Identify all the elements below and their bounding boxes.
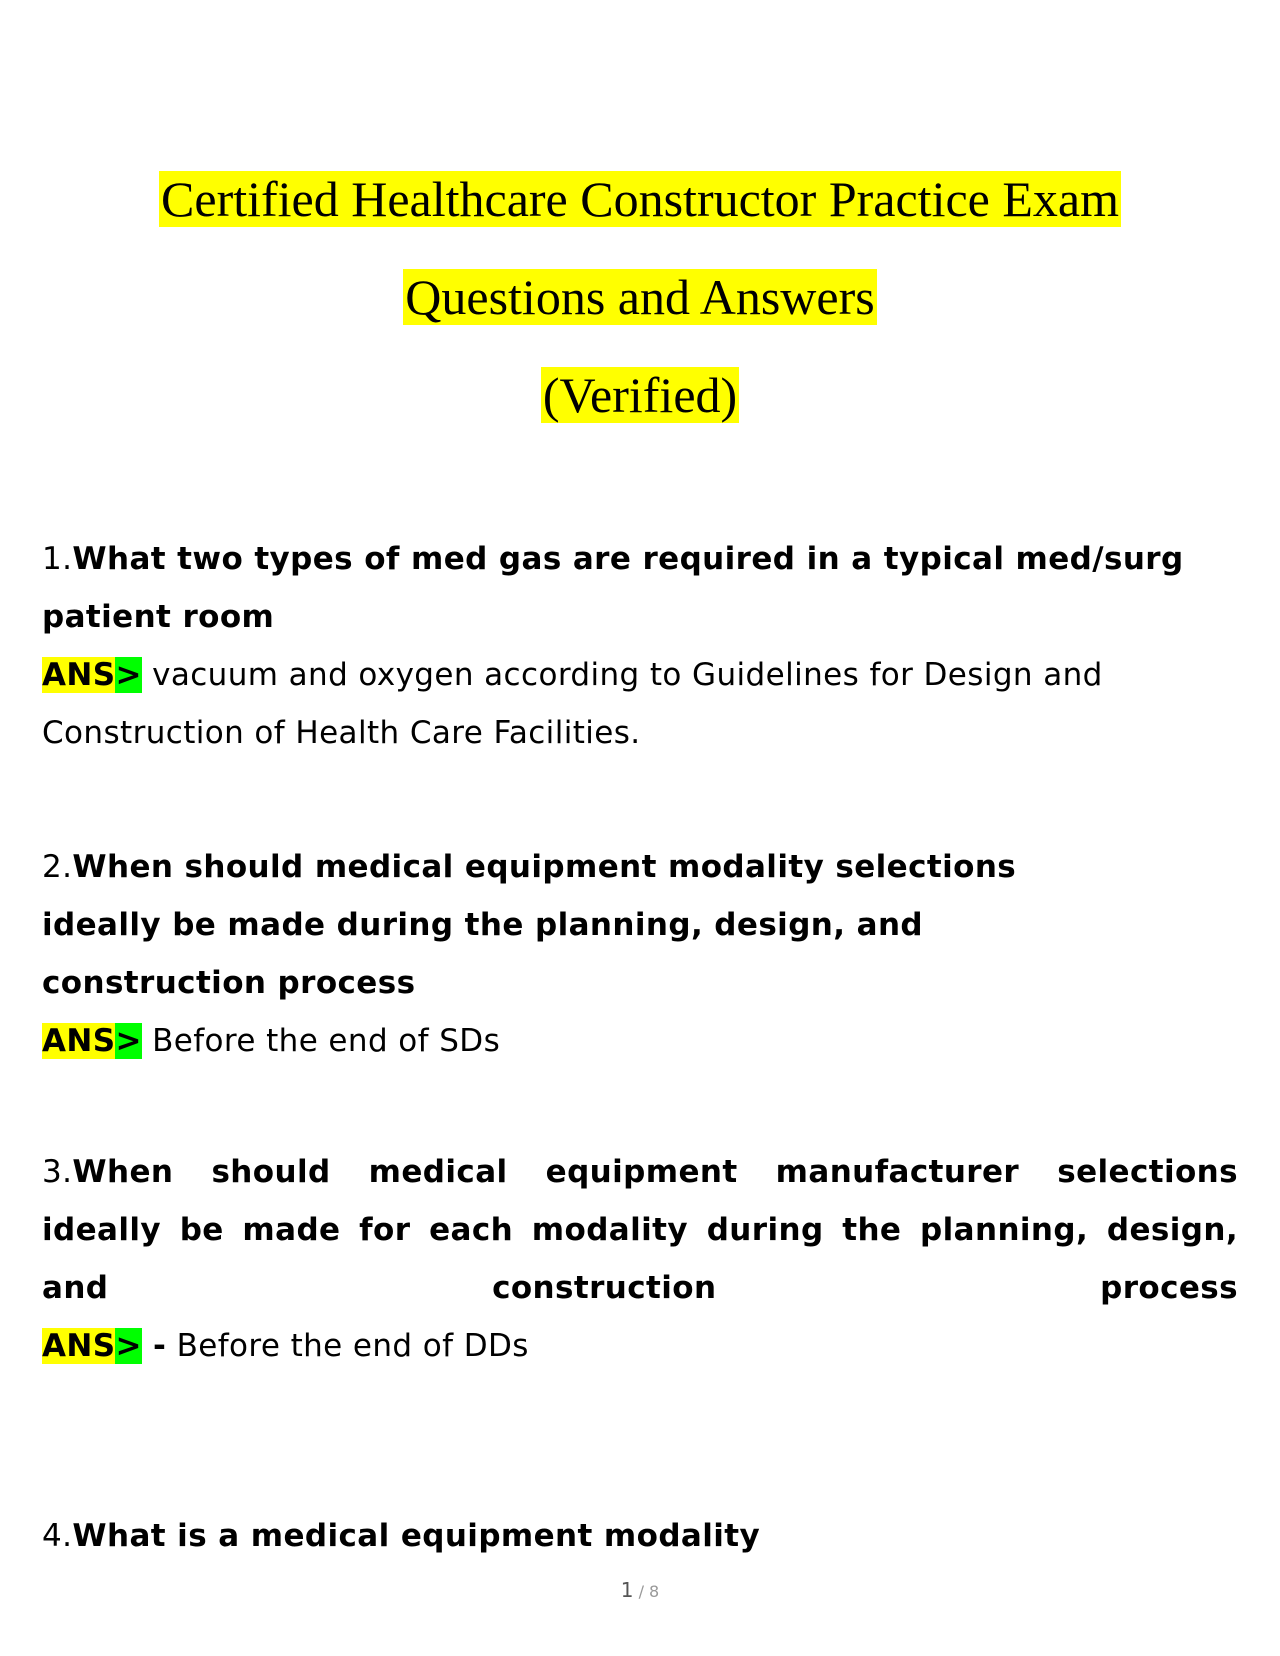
question-text: and construction process bbox=[42, 1270, 1238, 1306]
answer-label: ANS bbox=[42, 1023, 116, 1059]
answer-arrow: > bbox=[115, 1023, 142, 1059]
question-number: 1. bbox=[42, 541, 73, 577]
answer-line bbox=[42, 1012, 1042, 1070]
answer-line bbox=[42, 1317, 1238, 1375]
question-block-3 bbox=[42, 1143, 1238, 1375]
document-title-line-3: (Verified) bbox=[542, 367, 738, 423]
answer-text: Before the end of SDs bbox=[141, 1023, 501, 1059]
question-number: 2. bbox=[42, 849, 73, 885]
answer-arrow: > bbox=[115, 1328, 142, 1364]
question-text: When should medical equipment manufacturer selections bbox=[72, 1154, 1238, 1190]
answer-dash: - bbox=[141, 1328, 167, 1364]
document-title-line-2: Questions and Answers bbox=[405, 269, 875, 325]
answer-text: Before the end of DDs bbox=[166, 1328, 529, 1364]
document-title-line-1: Certified Healthcare Constructor Practice Exam bbox=[161, 171, 1119, 227]
answer-line bbox=[42, 646, 1238, 762]
question-text: What is a medical equipment modality bbox=[72, 1518, 761, 1554]
answer-text: vacuum and oxygen according to Guidelines for Design and Construction of Health Care Facilities. bbox=[42, 657, 1103, 751]
question-text: What two types of med gas are required in a typical med/surg patient room bbox=[42, 541, 1184, 635]
question-block-4 bbox=[42, 1507, 1238, 1565]
answer-label: ANS bbox=[42, 1328, 116, 1364]
page-total: / 8 bbox=[633, 1582, 660, 1601]
question-text: When should medical equipment modality selections ideally be made during the planning, design, and construction process bbox=[42, 849, 1017, 1001]
question-block-2 bbox=[42, 838, 1042, 1070]
question-number: 4. bbox=[42, 1518, 73, 1554]
page-current: 1 bbox=[620, 1578, 634, 1602]
question-block-1 bbox=[42, 530, 1238, 762]
question-number: 3. bbox=[42, 1154, 73, 1190]
question-line bbox=[42, 1143, 1238, 1201]
question-text: ideally be made for each modality during the planning, design, bbox=[42, 1212, 1238, 1248]
page-indicator bbox=[0, 1578, 1280, 1602]
answer-arrow: > bbox=[115, 657, 142, 693]
answer-label: ANS bbox=[42, 657, 116, 693]
